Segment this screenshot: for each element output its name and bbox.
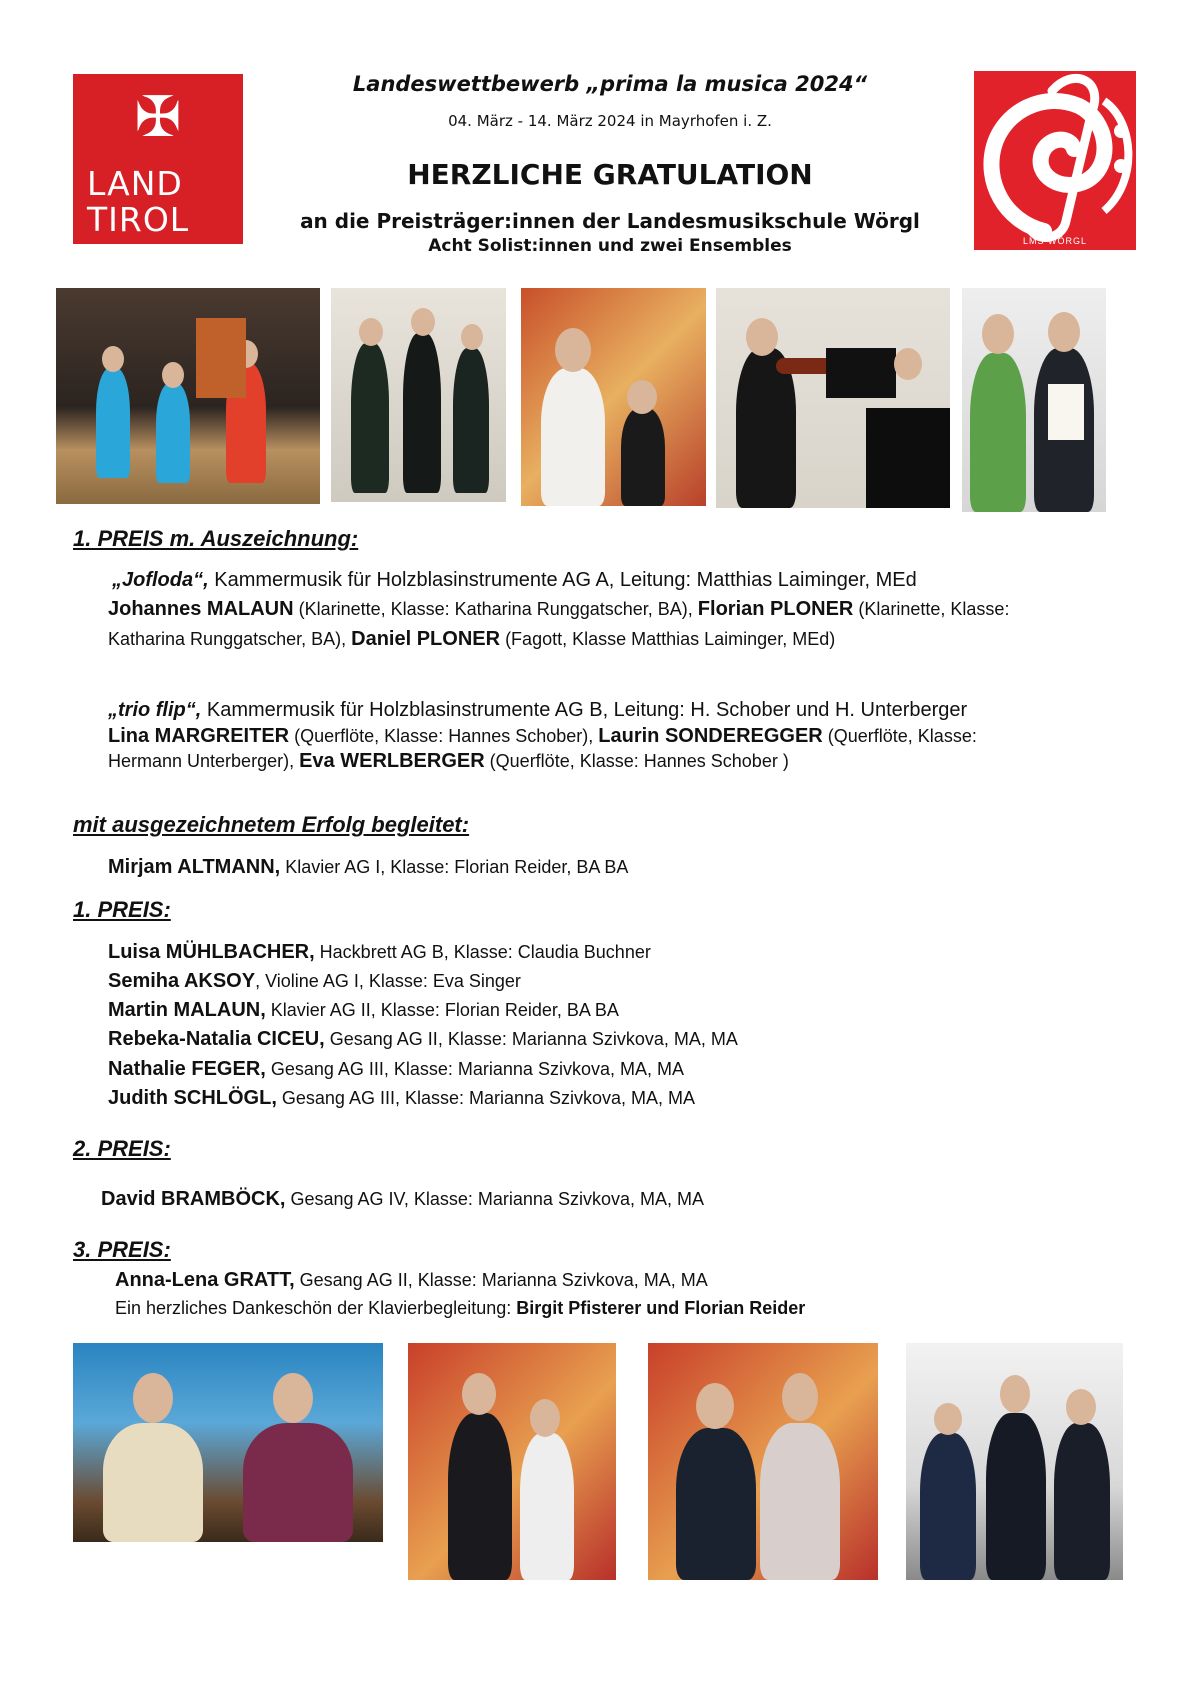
member-name: Lina MARGREITER [108, 725, 290, 747]
third-prize-line [115, 1269, 708, 1291]
member-info: (Querflöte, Klasse: Hannes Schober ) [484, 751, 789, 771]
member-info: (Querflöte, Klasse: [822, 726, 977, 746]
list-item [108, 941, 651, 963]
member-info: Gesang AG II, Klasse: Marianna Szivkova, MA, MA [294, 1270, 708, 1290]
member-name: Johannes MALAUN [108, 598, 294, 620]
member-name: Nathalie FEGER, [108, 1058, 266, 1080]
list-item [108, 1028, 738, 1050]
member-name: Semiha AKSOY [108, 970, 256, 992]
thanks-line [115, 1297, 805, 1319]
second-prize-line [101, 1188, 704, 1210]
member-name: Florian PLONER [697, 598, 854, 620]
accompanist-line [108, 856, 628, 878]
member-name: Eva WERLBERGER [299, 750, 485, 772]
ensemble-name: „Jofloda“, [112, 569, 209, 591]
member-name: Luisa MÜHLBACHER, [108, 941, 315, 963]
lms-label: LMS WÖRGL [1022, 236, 1087, 246]
photo-teacher-singer-2 [648, 1343, 878, 1580]
eagle-icon: ✠ [134, 85, 182, 150]
ensemble-desc: Kammermusik für Holzblasinstrumente AG A, Leitung: Matthias Laiminger, MEd [208, 569, 917, 591]
photo-teacher-singer-1 [408, 1343, 616, 1580]
member-info: Gesang AG IV, Klasse: Marianna Szivkova, MA, MA [285, 1189, 704, 1209]
section-second-prize: 2. PREIS: [73, 1136, 171, 1161]
competition-title: Landeswettbewerb „prima la musica 2024“ [352, 72, 868, 96]
ensemble-desc: Kammermusik für Holzblasinstrumente AG B, Leitung: H. Schober und H. Unterberger [201, 699, 968, 721]
member-info: Katharina Runggatscher, BA), [108, 629, 352, 649]
photo-two-singers-seated [73, 1343, 383, 1542]
ensemble-jofloda-members-2 [108, 628, 835, 650]
thanks-names: Birgit Pfisterer und Florian Reider [516, 1298, 806, 1318]
member-info: Klavier AG I, Klasse: Florian Reider, BA BA [280, 857, 629, 877]
member-info: (Querflöte, Klasse: Hannes Schober), [289, 726, 599, 746]
member-name: Daniel PLONER [351, 628, 501, 650]
member-info: Hackbrett AG B, Klasse: Claudia Buchner [314, 942, 651, 962]
member-info: Gesang AG II, Klasse: Marianna Szivkova, MA, MA [324, 1029, 738, 1049]
page-title: HERZLICHE GRATULATION [407, 158, 813, 191]
member-name: David BRAMBÖCK, [101, 1188, 286, 1210]
lms-woergl-logo [974, 71, 1136, 250]
member-name: Laurin SONDEREGGER [598, 725, 823, 747]
photo-violin-piano [716, 288, 950, 508]
photo-teacher-student [521, 288, 706, 506]
logo-text-tirol: TIROL [87, 200, 190, 239]
ensemble-trio-flip-members-1 [108, 725, 977, 747]
ensemble-trio-flip-members-2 [108, 750, 789, 772]
member-name: Rebeka-Natalia CICEU, [108, 1028, 325, 1050]
member-name: Judith SCHLÖGL, [108, 1087, 277, 1109]
member-info: (Klarinette, Klasse: [853, 599, 1010, 619]
section-first-prize-distinction: 1. PREIS m. Auszeichnung: [73, 526, 359, 551]
ensemble-name: „trio flip“, [108, 699, 202, 721]
member-info: Hermann Unterberger), [108, 751, 300, 771]
ensemble-trio-flip-line [108, 699, 967, 721]
thanks-text: Ein herzliches Dankeschön der Klavierbegleitung: [115, 1298, 517, 1318]
subtitle-count: Acht Solist:innen und zwei Ensembles [428, 236, 792, 256]
logo-text-land: LAND [87, 164, 183, 203]
member-name: Martin MALAUN, [108, 999, 266, 1021]
ensemble-jofloda-members-1 [108, 598, 1009, 620]
list-item [108, 999, 619, 1021]
competition-date: 04. März - 14. März 2024 in Mayrhofen i. Z. [448, 112, 772, 130]
photo-teacher-certificate [962, 288, 1106, 512]
member-name: Anna-Lena GRATT, [115, 1269, 295, 1291]
member-info: (Klarinette, Klasse: Katharina Runggatscher, BA), [293, 599, 698, 619]
member-info: , Violine AG I, Klasse: Eva Singer [255, 971, 521, 991]
list-item [108, 970, 521, 992]
member-info: (Fagott, Klasse Matthias Laiminger, MEd) [500, 629, 836, 649]
section-first-prize: 1. PREIS: [73, 897, 171, 922]
list-item [108, 1087, 695, 1109]
member-info: Gesang AG III, Klasse: Marianna Szivkova, MA, MA [276, 1088, 696, 1108]
member-name: Mirjam ALTMANN, [108, 856, 281, 878]
subtitle: an die Preisträger:innen der Landesmusikschule Wörgl [300, 209, 920, 233]
treble-clef-icon [974, 71, 1136, 250]
land-tirol-logo [73, 74, 243, 244]
section-third-prize: 3. PREIS: [73, 1237, 171, 1262]
member-info: Gesang AG III, Klasse: Marianna Szivkova, MA, MA [265, 1059, 684, 1079]
photo-trio-flip [331, 288, 506, 502]
section-accompanied: mit ausgezeichnetem Erfolg begleitet: [73, 812, 470, 837]
ensemble-jofloda-line [112, 569, 917, 591]
list-item [108, 1058, 684, 1080]
photo-group-outdoor [906, 1343, 1123, 1580]
photo-ensemble-jofloda [56, 288, 320, 504]
member-info: Klavier AG II, Klasse: Florian Reider, BA BA [265, 1000, 619, 1020]
